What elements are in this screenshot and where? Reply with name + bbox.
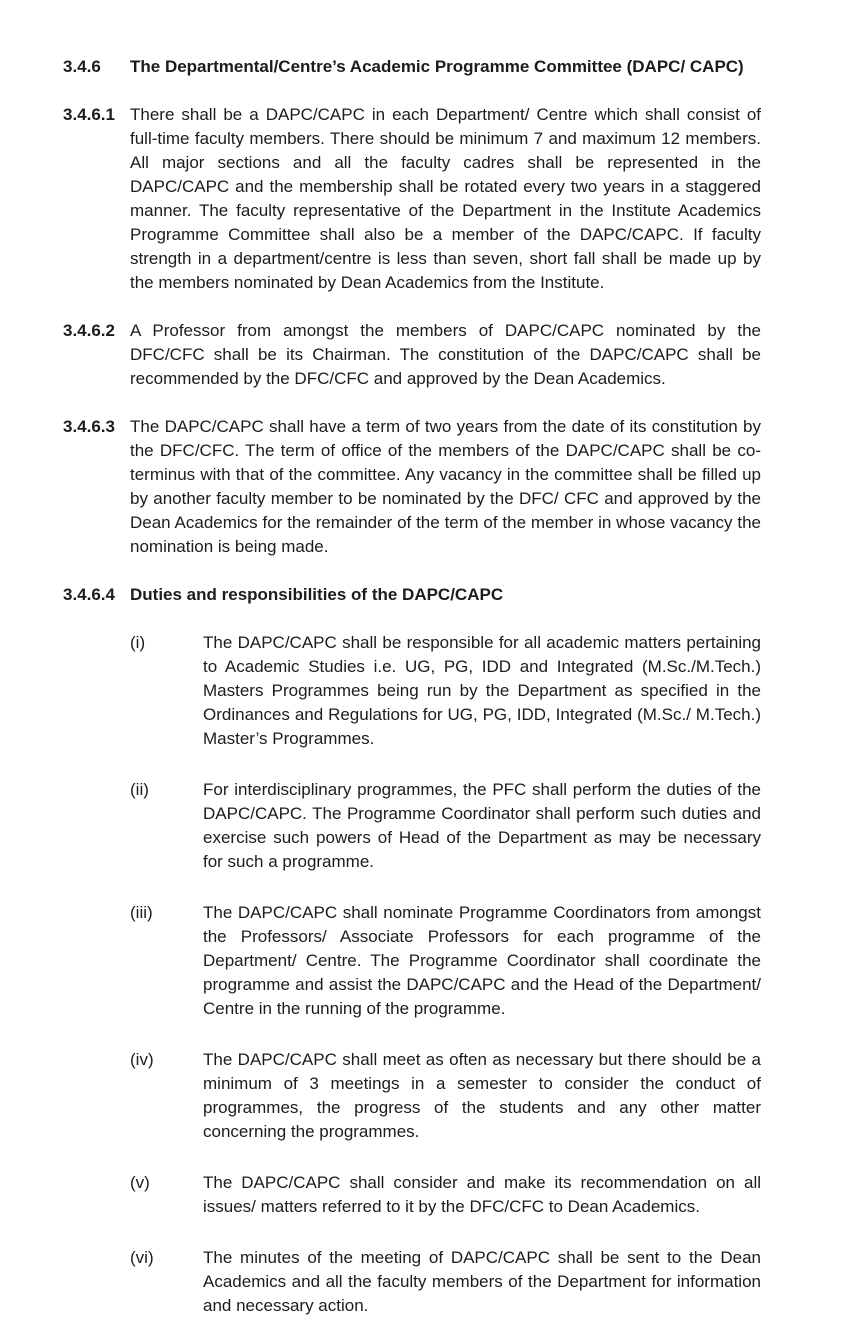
section-number: 3.4.6.4	[63, 585, 115, 604]
duty-marker: (ii)	[130, 780, 149, 799]
section-number: 3.4.6.2	[63, 321, 115, 340]
section-heading: Duties and responsibilities of the DAPC/CAPC	[130, 585, 504, 604]
section-3-4-6-3	[63, 415, 761, 559]
section-3-4-6-2	[63, 319, 761, 391]
duty-item-iii	[130, 901, 761, 1021]
section-number: 3.4.6.1	[63, 105, 115, 124]
section-paragraph: The DAPC/CAPC shall have a term of two years from the date of its constitution by the DFC/CFC. The term of office of the members of the DAPC/CAPC shall be co-terminus with that of the committee. Any vacancy in the committee shall be filled up by another faculty member to be nominated by the DFC/ CFC and approved by the Dean Academics for the remainder of the term of the member in whose vacancy the nomination is being made.	[130, 417, 761, 556]
duty-marker: (iii)	[130, 903, 153, 922]
duty-text: The DAPC/CAPC shall meet as often as necessary but there should be a minimum of 3 meetings in a semester to consider the conduct of programmes, the progress of the students and any other matter concerning the programmes.	[203, 1050, 761, 1141]
duty-item-ii	[130, 778, 761, 874]
section-3-4-6	[63, 55, 761, 79]
duty-text: The DAPC/CAPC shall be responsible for all academic matters pertaining to Academic Studies i.e. UG, PG, IDD and Integrated (M.Sc./M.Tech.) Masters Programmes being run by the Department as specified in the Ordinances and Regulations for UG, PG, IDD, Integrated (M.Sc./ M.Tech.) Master’s Programmes.	[203, 633, 761, 748]
duty-marker: (v)	[130, 1173, 150, 1192]
section-number: 3.4.6	[63, 57, 101, 76]
section-paragraph: There shall be a DAPC/CAPC in each Department/ Centre which shall consist of full-time faculty members. There should be minimum 7 and maximum 12 members. All major sections and all the faculty cadres shall be represented in the DAPC/CAPC and the membership shall be rotated every two years in a staggered manner. The faculty representative of the Department in the Institute Academics Programme Committee shall also be a member of the DAPC/CAPC. If faculty strength in a department/centre is less than seven, short fall shall be made up by the members nominated by Dean Academics from the Institute.	[130, 105, 761, 292]
duty-text: The minutes of the meeting of DAPC/CAPC shall be sent to the Dean Academics and all the faculty members of the Department for information and necessary action.	[203, 1248, 761, 1315]
duty-item-vi	[130, 1246, 761, 1318]
section-heading: The Departmental/Centre’s Academic Programme Committee (DAPC/ CAPC)	[130, 57, 744, 76]
section-3-4-6-1	[63, 103, 761, 295]
section-paragraph: A Professor from amongst the members of DAPC/CAPC nominated by the DFC/CFC shall be its Chairman. The constitution of the DAPC/CAPC shall be recommended by the DFC/CFC and approved by the Dean Academics.	[130, 321, 761, 388]
duty-text: The DAPC/CAPC shall nominate Programme Coordinators from amongst the Professors/ Associate Professors for each programme of the Department/ Centre. The Programme Coordinator shall coordinate the programme and assist the DAPC/CAPC and the Head of the Department/ Centre in the running of the programme.	[203, 903, 761, 1018]
duty-item-i	[130, 631, 761, 751]
duty-marker: (vi)	[130, 1248, 154, 1267]
section-3-4-6-4	[63, 583, 761, 607]
duty-item-iv	[130, 1048, 761, 1144]
duty-text: The DAPC/CAPC shall consider and make its recommendation on all issues/ matters referred to it by the DFC/CFC to Dean Academics.	[203, 1173, 761, 1216]
duties-list	[63, 631, 761, 1318]
duty-item-v	[130, 1171, 761, 1219]
duty-text: For interdisciplinary programmes, the PFC shall perform the duties of the DAPC/CAPC. The Programme Coordinator shall perform such duties and exercise such powers of Head of the Department as may be necessary for such a programme.	[203, 780, 761, 871]
section-number: 3.4.6.3	[63, 417, 115, 436]
duty-marker: (i)	[130, 633, 146, 652]
duty-marker: (iv)	[130, 1050, 154, 1069]
